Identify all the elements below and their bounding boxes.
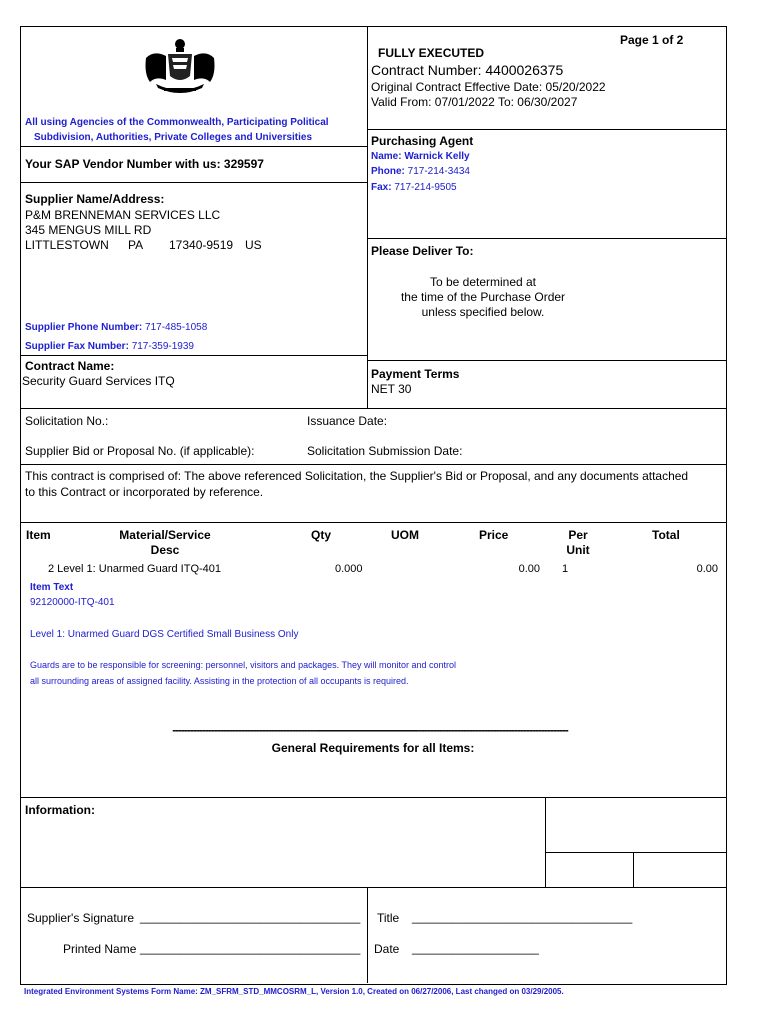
deliver-line-3: unless specified below. bbox=[421, 305, 545, 319]
printed-name-line[interactable]: _________________________________ bbox=[140, 941, 361, 955]
supplier-street: 345 MENGUS MILL RD bbox=[25, 223, 152, 237]
supplier-name: P&M BRENNEMAN SERVICES LLC bbox=[25, 208, 221, 222]
supplier-signature-label: Supplier's Signature bbox=[27, 911, 135, 925]
general-requirements: General Requirements for all Items: bbox=[271, 741, 475, 755]
item-price: 0.00 bbox=[518, 563, 540, 575]
agent-phone-label: Phone: bbox=[371, 166, 408, 177]
effective-date: Original Contract Effective Date: 05/20/2022 bbox=[371, 80, 606, 94]
col-uom: UOM bbox=[391, 528, 419, 542]
supplier-fax-label: Supplier Fax Number: bbox=[25, 341, 132, 352]
info-top-line bbox=[20, 797, 726, 798]
supplier-fax-value: 717-359-1939 bbox=[131, 341, 194, 352]
col-desc-line-1: Material/Service bbox=[119, 528, 211, 542]
col-desc bbox=[100, 528, 230, 557]
deliver-line-1: To be determined at bbox=[429, 275, 537, 289]
contract-name-top-line bbox=[20, 355, 367, 356]
comprised-top-line bbox=[20, 464, 726, 465]
col-per-line-1: Per bbox=[568, 528, 588, 542]
supplier-phone-value: 717-485-1058 bbox=[145, 322, 208, 333]
agent-heading: Purchasing Agent bbox=[371, 134, 474, 148]
issuance-date: Issuance Date: bbox=[307, 414, 388, 428]
info-divider-2 bbox=[633, 852, 634, 887]
col-per-line-2: Unit bbox=[566, 543, 590, 557]
solicitation-top-line bbox=[20, 408, 726, 409]
supplier-phone bbox=[25, 322, 207, 333]
deliver-line-2: the time of the Purchase Order bbox=[400, 290, 566, 304]
col-price: Price bbox=[479, 528, 509, 542]
agencies-line-2: Subdivision, Authorities, Private Colleges and Universities bbox=[34, 132, 313, 143]
item-line: 2 Level 1: Unarmed Guard ITQ-401 bbox=[48, 563, 222, 575]
supplier-heading: Supplier Name/Address: bbox=[25, 192, 165, 206]
supplier-zip: 17340-9519 bbox=[169, 238, 234, 252]
item-qty: 0.000 bbox=[335, 563, 363, 575]
form-footer: Integrated Environment Systems Form Name: ZM_SFRM_STD_MMCOSRM_L, Version 1.0, Created on 06/27/2006, Last changed on 03/29/2005. bbox=[24, 987, 564, 996]
dash-separator: ------------------------------------------------------------------------------------------------------------------------------------ bbox=[172, 723, 568, 737]
col-desc-line-2: Desc bbox=[150, 543, 180, 557]
comprised-line-2: to this Contract or incorporated by reference. bbox=[25, 485, 264, 499]
item-note-3: all surrounding areas of assigned facility. Assisting in the protection of all occupants is required. bbox=[30, 676, 409, 686]
vendor-top-line bbox=[20, 146, 367, 147]
item-note-2: Guards are to be responsible for screening: personnel, visitors and packages. They will monitor and control bbox=[30, 660, 457, 670]
contract-name-heading: Contract Name: bbox=[25, 359, 115, 373]
agent-fax-label: Fax: bbox=[371, 182, 395, 193]
payment-top-line bbox=[367, 360, 726, 361]
agent-name-value: Warnick Kelly bbox=[404, 151, 470, 162]
supplier-fax bbox=[25, 341, 194, 352]
date-label: Date bbox=[374, 942, 400, 956]
contract-name-value: Security Guard Services ITQ bbox=[22, 374, 175, 388]
supplier-country: US bbox=[245, 238, 262, 252]
contract-number: Contract Number: 4400026375 bbox=[371, 62, 564, 78]
supplier-phone-label: Supplier Phone Number: bbox=[25, 322, 146, 333]
info-divider-1 bbox=[545, 797, 546, 887]
vendor-bottom-line bbox=[20, 182, 367, 183]
information-heading: Information: bbox=[25, 803, 95, 817]
title-line[interactable]: _________________________________ bbox=[412, 910, 633, 924]
comprised-line-1: This contract is comprised of: The above referenced Solicitation, the Supplier's Bid or Proposal, and any documents attached bbox=[25, 469, 689, 483]
agent-name bbox=[371, 151, 470, 162]
payment-heading: Payment Terms bbox=[371, 367, 460, 381]
solicitation-no: Solicitation No.: bbox=[25, 414, 109, 428]
item-total: 0.00 bbox=[696, 563, 718, 575]
signature-top-line bbox=[20, 887, 726, 888]
agent-top-line bbox=[367, 129, 726, 130]
agent-name-label: Name: bbox=[371, 151, 405, 162]
printed-name-label: Printed Name bbox=[63, 942, 137, 956]
signature-divider bbox=[367, 887, 368, 983]
date-line[interactable]: ___________________ bbox=[412, 941, 539, 955]
item-note-1: Level 1: Unarmed Guard DGS Certified Small Business Only bbox=[30, 629, 299, 640]
supplier-state: PA bbox=[128, 238, 144, 252]
item-code: 92120000-ITQ-401 bbox=[30, 597, 115, 608]
info-mid-line bbox=[545, 852, 726, 853]
deliver-heading: Please Deliver To: bbox=[371, 244, 474, 258]
item-text-label: Item Text bbox=[30, 582, 74, 593]
items-top-line bbox=[20, 522, 726, 523]
submission-date: Solicitation Submission Date: bbox=[307, 444, 463, 458]
agent-phone bbox=[371, 166, 470, 177]
supplier-city: LITTLESTOWN bbox=[25, 238, 109, 252]
col-qty: Qty bbox=[311, 528, 332, 542]
col-item: Item bbox=[26, 528, 51, 542]
item-per: 1 bbox=[562, 563, 569, 575]
page-number: Page 1 of 2 bbox=[620, 33, 684, 47]
supplier-signature-line[interactable]: _________________________________ bbox=[140, 910, 361, 924]
agent-fax bbox=[371, 182, 457, 193]
col-total: Total bbox=[652, 528, 680, 542]
title-label: Title bbox=[377, 911, 400, 925]
vendor-number: Your SAP Vendor Number with us: 329597 bbox=[25, 157, 264, 171]
agencies-line-1: All using Agencies of the Commonwealth, Participating Political bbox=[25, 117, 329, 128]
valid-dates: Valid From: 07/01/2022 To: 06/30/2027 bbox=[371, 95, 578, 109]
executed-status: FULLY EXECUTED bbox=[378, 46, 485, 60]
bid-no: Supplier Bid or Proposal No. (if applicable): bbox=[25, 444, 255, 458]
commonwealth-seal-icon bbox=[140, 36, 220, 96]
col-per-unit bbox=[558, 528, 598, 557]
agent-fax-value: 717-214-9505 bbox=[394, 182, 457, 193]
agent-phone-value: 717-214-3434 bbox=[407, 166, 470, 177]
header-divider bbox=[367, 26, 368, 408]
deliver-top-line bbox=[367, 238, 726, 239]
payment-value: NET 30 bbox=[371, 382, 412, 396]
